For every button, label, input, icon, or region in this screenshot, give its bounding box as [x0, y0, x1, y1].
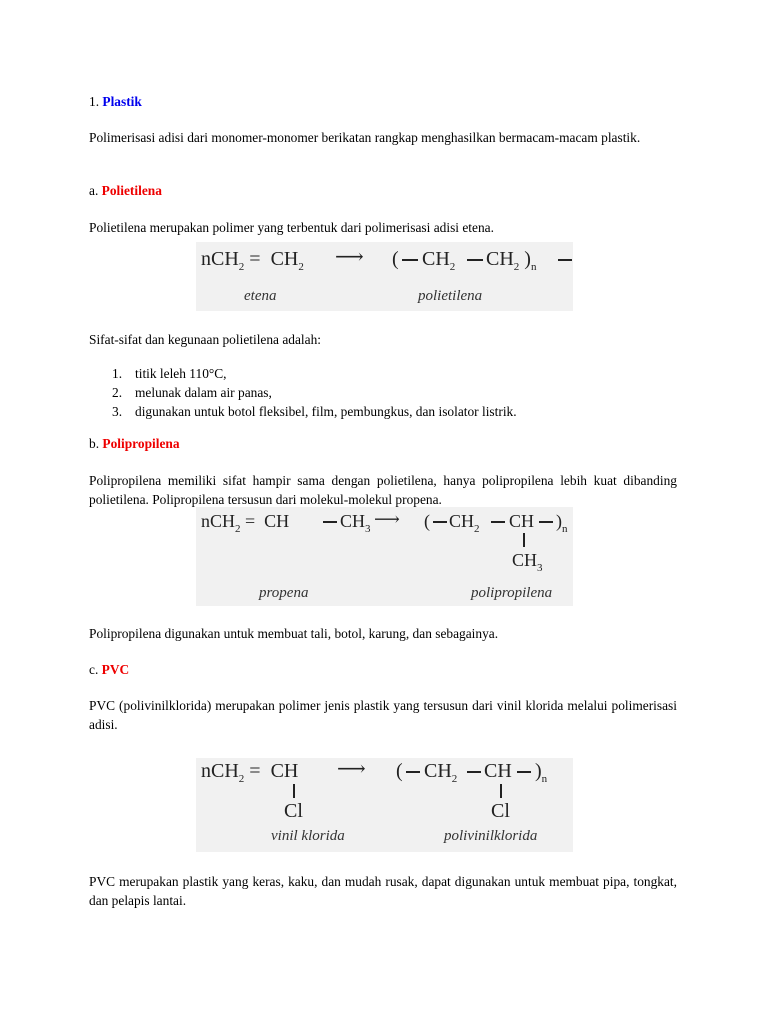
reaction-monomer-formula: $nCH_2 = CH_2$: [201, 248, 304, 273]
subsection-c-title: PVC: [101, 662, 130, 677]
list-item: 2. melunak dalam air panas,: [112, 385, 272, 400]
list-item: 3. digunakan untuk botol fleksibel, film, pembungkus, dan isolator listrik.: [112, 404, 517, 419]
reaction-arrow: ⟶: [374, 509, 400, 529]
polietilena-props-intro: Sifat-sifat dan kegunaan polietilena adalah:: [89, 332, 322, 347]
polietilena-props-list: [89, 364, 517, 421]
reaction-monomer-label: propena: [259, 585, 309, 601]
intro-paragraph: Polimerisasi adisi dari monomer-monomer berikatan rangkap menghasilkan bermacam-macam plastik.: [89, 130, 641, 145]
list-item: 1. titik leleh 110°C,: [112, 366, 227, 381]
subsection-b-title: Polipropilena: [102, 436, 180, 451]
pvc-use: PVC merupakan plastik yang keras, kaku, dan mudah rusak, dapat digunakan untuk membuat pipa, tongkat, dan pelapis lantai.: [89, 874, 677, 908]
pvc-description: PVC (polivinilklorida) merupakan polimer jenis plastik yang tersusun dari vinil klorida melalui polimerisasi adisi.: [89, 698, 677, 732]
reaction-polymer-label: polivinilklorida: [444, 828, 538, 844]
reaction-monomer-label: vinil klorida: [271, 828, 345, 844]
reaction-arrow: ⟶: [337, 758, 366, 780]
reaction-monomer-label: etena: [244, 288, 277, 304]
subsection-c-heading: c. PVC: [89, 662, 130, 677]
polietilena-reaction-image: $nCH_2 = CH_2$ ⟶ ( $CH_2$ $CH_2$ )$_n$ etena polietilena: [196, 242, 573, 311]
polietilena-description: Polietilena merupakan polimer yang terbentuk dari polimerisasi adisi etena.: [89, 220, 494, 235]
reaction-arrow: ⟶: [335, 246, 364, 268]
reaction-polymer-label: polipropilena: [471, 585, 553, 601]
subsection-b-heading: b. Polipropilena: [89, 436, 180, 451]
polipropilena-use: Polipropilena digunakan untuk membuat tali, botol, karung, dan sebagainya.: [89, 626, 499, 641]
reaction-polymer-label: polietilena: [418, 288, 483, 304]
section-heading: 1. Plastik: [89, 94, 142, 109]
section-title: Plastik: [102, 94, 142, 109]
subsection-a-heading: a. Polietilena: [89, 183, 162, 198]
subsection-a-title: Polietilena: [101, 183, 162, 198]
polipropilena-description: Polipropilena memiliki sifat hampir sama dengan polietilena, hanya polipropilena lebih kuat dibanding polietilena. Polipropilena tersusun dari molekul-molekul propena.: [89, 473, 677, 507]
pvc-reaction-image: nCH$_2$ = CH ⟶ ( $CH_2$ CH )$_n$ Cl Cl vinil klorida polivinilklorida: [196, 758, 573, 852]
polipropilena-reaction-image: nCH$_2$ = CH $CH_3$ ⟶ ( $CH_2$ CH )$_n$ $CH_3$ propena polipropilena: [196, 507, 573, 606]
